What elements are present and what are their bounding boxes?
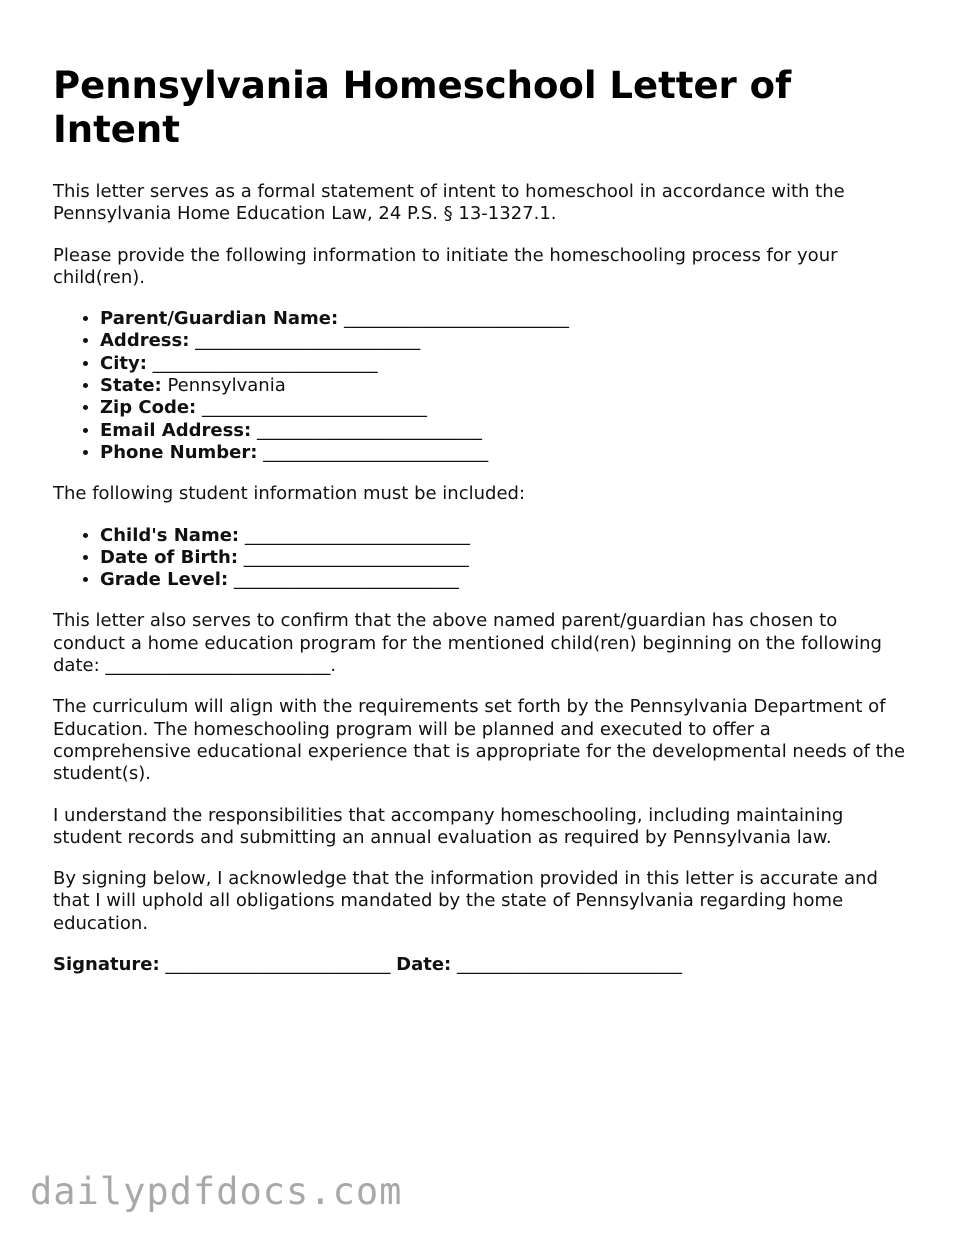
field-zip-code [100, 397, 913, 419]
curriculum-paragraph: The curriculum will align with the requirements set forth by the Pennsylvania Department of Education. The homeschooling program will be planned and executed to offer a comprehensive educational experience that is appropriate for the developmental needs of the student(s). [53, 696, 906, 785]
student-info-list [53, 525, 913, 592]
date-blank: _________________________ [457, 954, 682, 976]
field-grade-level [100, 569, 913, 591]
field-state [100, 375, 913, 397]
field-label: Grade Level: [100, 569, 229, 591]
field-label: Address: [100, 330, 190, 352]
signature-label: Signature: [53, 954, 160, 976]
field-parent-name [100, 308, 913, 330]
date-label: Date: [396, 954, 452, 976]
confirm-paragraph: This letter also serves to confirm that the above named parent/guardian has chosen to conduct a home education program for the mentioned child(ren) beginning on the following date: _________________________. [53, 610, 882, 677]
field-child-name [100, 525, 913, 547]
field-value: _________________________ [244, 524, 470, 546]
field-value: _________________________ [263, 441, 489, 463]
watermark: dailypdfdocs.com [30, 1170, 403, 1213]
field-label: Zip Code: [100, 397, 197, 419]
field-city [100, 353, 913, 375]
parent-info-list [53, 308, 913, 464]
field-label: Parent/Guardian Name: [100, 308, 339, 330]
field-value: Pennsylvania [167, 375, 286, 397]
field-label: City: [100, 352, 147, 374]
field-date-of-birth [100, 547, 913, 569]
document-page [53, 64, 913, 976]
field-email [100, 420, 913, 442]
field-label: Child's Name: [100, 524, 240, 546]
field-label: State: [100, 375, 162, 397]
student-intro-paragraph: The following student information must be included: [53, 483, 526, 505]
field-phone [100, 442, 913, 464]
responsibilities-paragraph: I understand the responsibilities that accompany homeschooling, including maintaining student records and submitting an annual evaluation as required by Pennsylvania law. [53, 804, 844, 848]
intro-paragraph: This letter serves as a formal statement of intent to homeschool in accordance with the Pennsylvania Home Education Law, 24 P.S. § 13-1327.1. [53, 181, 845, 225]
field-value: _________________________ [343, 308, 569, 330]
field-value: _________________________ [243, 546, 469, 568]
field-value: _________________________ [152, 352, 378, 374]
field-value: _________________________ [233, 569, 459, 591]
signature-blank: _________________________ [165, 954, 391, 976]
field-address [100, 330, 913, 352]
field-label: Date of Birth: [100, 546, 239, 568]
page-title: Pennsylvania Homeschool Letter of Intent [53, 64, 792, 151]
request-paragraph: Please provide the following information to initiate the homeschooling process for your child(ren). [53, 244, 838, 288]
field-label: Phone Number: [100, 441, 258, 463]
signature-line [53, 954, 913, 976]
field-value: _________________________ [195, 330, 421, 352]
field-value: _________________________ [256, 419, 482, 441]
field-label: Email Address: [100, 419, 252, 441]
acknowledge-paragraph: By signing below, I acknowledge that the information provided in this letter is accurate and that I will uphold all obligations mandated by the state of Pennsylvania regarding home education. [53, 868, 878, 934]
field-value: _________________________ [201, 397, 427, 419]
